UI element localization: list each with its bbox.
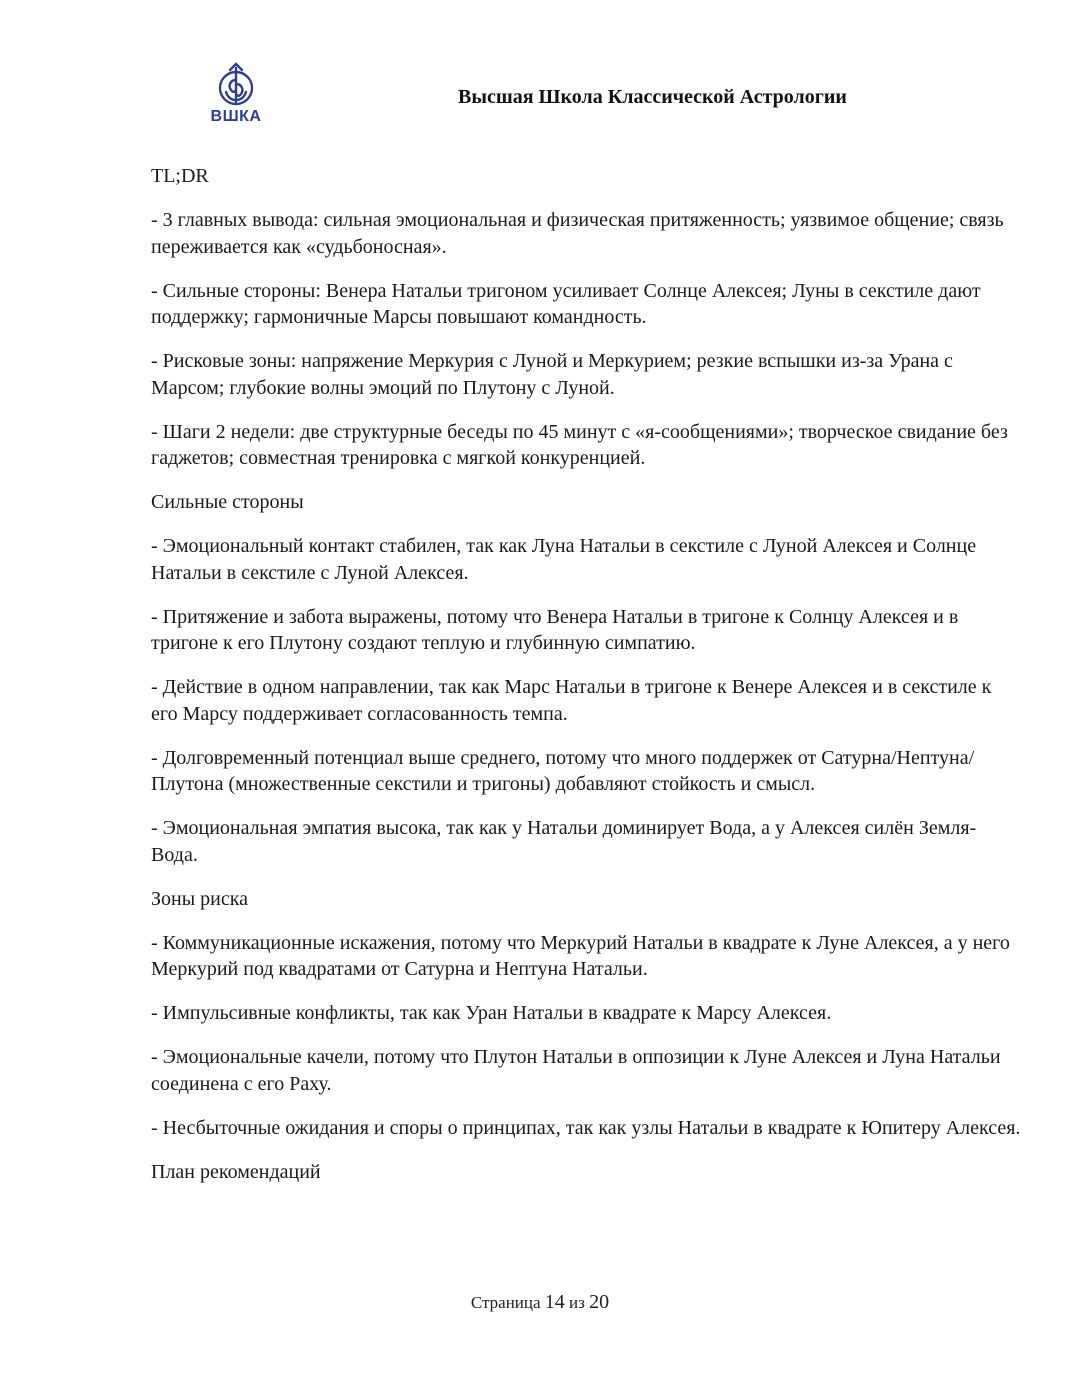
risk-item: - Несбыточные ожидания и споры о принципах, так как узлы Натальи в квадрате к Юпитеру Алексея. xyxy=(151,1116,1021,1139)
page-total: 20 xyxy=(589,1291,610,1313)
strength-item: - Долговременный потенциал выше среднего, потому что много поддержек от Сатурна/Нептуна/Плутона (множественные секстили и тригоны) добавляют стойкость и смысл. xyxy=(151,746,975,795)
logo-text: ВШКА xyxy=(210,108,262,125)
page-separator: из xyxy=(569,1293,585,1312)
page-label: Страница xyxy=(470,1293,541,1312)
risks-heading: Зоны риска xyxy=(151,887,249,910)
risk-item: - Импульсивные конфликты, так как Уран Натальи в квадрате к Марсу Алексея. xyxy=(151,1002,832,1024)
tldr-item: - Рисковые зоны: напряжение Меркурия с Луной и Меркурием; резкие вспышки из-за Урана с Марсом; глубокие волны эмоций по Плутону с Луной. xyxy=(151,350,953,399)
page-header xyxy=(0,0,1080,140)
plan-heading: План рекомендаций xyxy=(151,1160,321,1183)
school-logo xyxy=(204,62,268,128)
strength-item: - Эмоциональный контакт стабилен, так как Луна Натальи в секстиле с Луной Алексея и Солнце Натальи в секстиле с Луной Алексея. xyxy=(151,535,977,584)
logo-emblem-icon xyxy=(204,62,268,108)
tldr-item: - Сильные стороны: Венера Натальи тригоном усиливает Солнце Алексея; Луны в секстиле дают поддержку; гармоничные Марсы повышают командность. xyxy=(151,279,981,328)
strength-item: - Эмоциональная эмпатия высока, так как у Натальи доминирует Вода, а у Алексея силён Земля-Вода. xyxy=(151,817,977,866)
page-current: 14 xyxy=(544,1291,565,1313)
strength-item: - Притяжение и забота выражены, потому что Венера Натальи в тригоне к Солнцу Алексея и в тригоне к его Плутону создают теплую и глубинную симпатию. xyxy=(151,605,959,654)
header-title: Высшая Школа Классической Астрологии xyxy=(458,86,847,108)
tldr-item: - 3 главных вывода: сильная эмоциональная и физическая притяженность; уязвимое общение; связь переживается как «судьбоносная». xyxy=(151,209,1004,258)
strengths-heading: Сильные стороны xyxy=(151,491,304,513)
document-body xyxy=(151,163,1021,1203)
risk-item: - Эмоциональные качели, потому что Плутон Натальи в оппозиции к Луне Алексея и Луна Натальи соединена с его Раху. xyxy=(151,1046,1001,1095)
tldr-heading: TL;DR xyxy=(151,165,209,187)
risk-item: - Коммуникационные искажения, потому что Меркурий Натальи в квадрате к Луне Алексея, а у него Меркурий под квадратами от Сатурна и Нептуна Натальи. xyxy=(151,931,1010,980)
tldr-item: - Шаги 2 недели: две структурные беседы по 45 минут с «я-сообщениями»; творческое свидание без гаджетов; совместная тренировка с мягкой конкуренцией. xyxy=(151,420,1008,469)
page-footer xyxy=(0,1291,1080,1314)
strength-item: - Действие в одном направлении, так как Марс Натальи в тригоне к Венере Алексея и в секстиле к его Марсу поддерживает согласованность темпа. xyxy=(151,676,992,725)
